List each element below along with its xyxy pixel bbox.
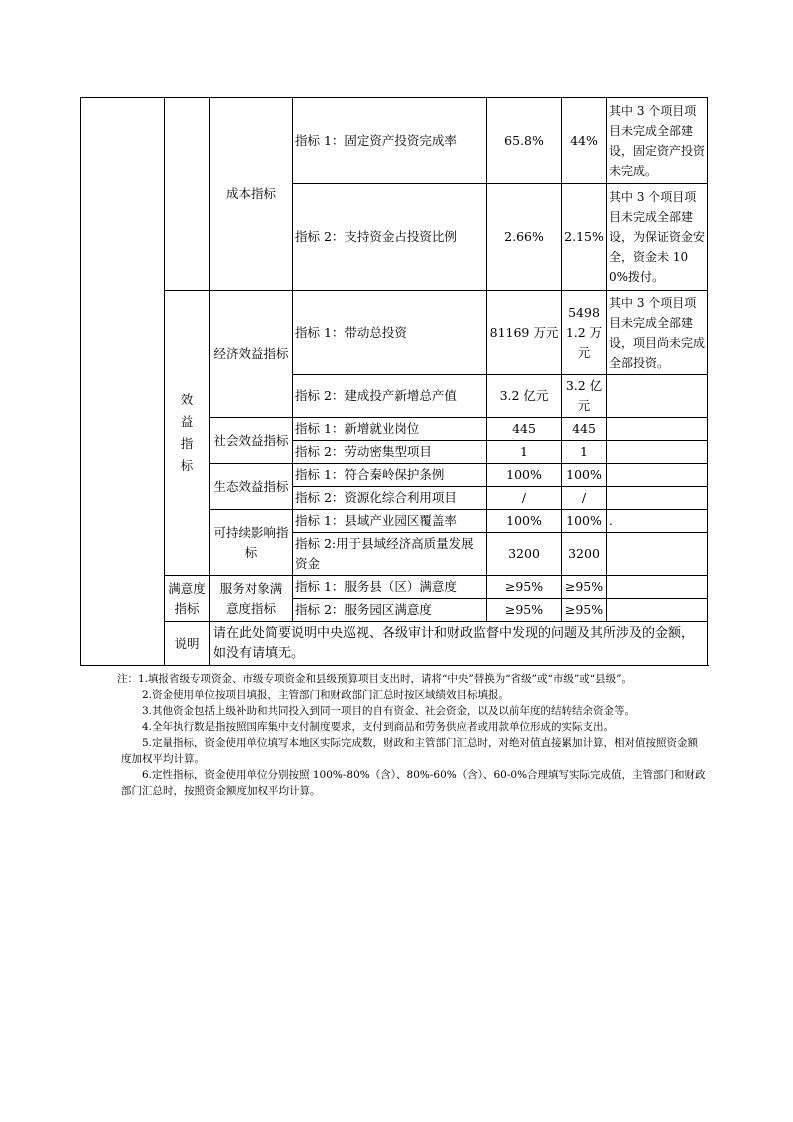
actual-value: 100% — [562, 464, 607, 487]
target-value: 2.66% — [487, 184, 562, 291]
footnote-2: 2.资金使用单位按项目填报，主管部门和财政部门汇总时按区域绩效目标填报。 — [142, 689, 510, 701]
economic-group-label: 经济效益指标 — [210, 291, 293, 418]
sustain-group-label: 可持续影响指标 — [210, 510, 293, 576]
satisfaction-group-label — [210, 576, 293, 622]
benefit-label-text: 效益指标 — [180, 392, 194, 473]
target-value: 100% — [487, 510, 562, 533]
actual-value: ≥95% — [562, 599, 607, 622]
target-value: ≥95% — [487, 576, 562, 599]
table-row — [81, 622, 708, 666]
actual-value: 2.15% — [562, 184, 607, 291]
indicator-name: 指标 1：符合秦岭保护条例 — [293, 464, 487, 487]
target-value: 3.2 亿元 — [487, 375, 562, 418]
deviation-note: . — [607, 510, 708, 533]
social-group-label: 社会效益指标 — [210, 418, 293, 464]
deviation-note: 其中 3 个项目项目未完成全部建设，固定资产投资未完成。 — [607, 98, 708, 184]
footnote-3: 3.其他资金包括上级补助和共同投入到同一项目的自有资金、社会资金，以及以前年度的结转结余资金等。 — [142, 705, 636, 717]
indicator-name: 指标 2：资源化综合利用项目 — [293, 487, 487, 510]
table-row — [81, 98, 708, 184]
indicator-name: 指标 2：建成投产新增总产值 — [293, 375, 487, 418]
benefit-label — [165, 291, 210, 576]
footnote-5: 5.定量指标，资金使用单位填写本地区实际完成数，财政和主管部门汇总时，对绝对值直接累加计算，相对值按照资金额度加权平均计算。 — [121, 737, 699, 765]
cost-group-label: 成本指标 — [210, 98, 293, 291]
actual-value: 3200 — [562, 533, 607, 576]
indicator-name: 指标 2:用于县域经济高质量发展资金 — [293, 533, 487, 576]
footnotes — [117, 671, 707, 799]
deviation-note — [607, 487, 708, 510]
actual-value: 1 — [562, 441, 607, 464]
deviation-note: 其中 3 个项目项目未完成全部建设，项目尚未完成全部投资。 — [607, 291, 708, 375]
blank-cell — [165, 98, 210, 291]
satisfaction-group-text: 服务对象满意度指标 — [219, 580, 283, 616]
blank-cell — [81, 98, 165, 666]
eco-group-label: 生态效益指标 — [210, 464, 293, 510]
indicator-name: 指标 1：固定资产投资完成率 — [293, 98, 487, 184]
deviation-note — [607, 464, 708, 487]
indicator-name: 指标 2：服务园区满意度 — [293, 599, 487, 622]
target-value: 1 — [487, 441, 562, 464]
target-value: ≥95% — [487, 599, 562, 622]
indicator-name: 指标 1：带动总投资 — [293, 291, 487, 375]
explain-label: 说明 — [165, 622, 210, 666]
target-value: 445 — [487, 418, 562, 441]
actual-value: / — [562, 487, 607, 510]
performance-table — [80, 97, 708, 666]
indicator-name: 指标 2：支持资金占投资比例 — [293, 184, 487, 291]
satisfaction-label — [165, 576, 210, 622]
deviation-note — [607, 599, 708, 622]
footnote-1: 注：1.填报省级专项资金、市级专项资金和县级预算项目支出时，请将“中央”替换为“省级”或“市级”或“县级”。 — [117, 673, 632, 685]
target-value: 3200 — [487, 533, 562, 576]
actual-value: 100% — [562, 510, 607, 533]
target-value: 81169 万元 — [487, 291, 562, 375]
actual-value: 445 — [562, 418, 607, 441]
target-value: 100% — [487, 464, 562, 487]
actual-value: 3.2 亿元 — [562, 375, 607, 418]
footnote-6: 6.定性指标，资金使用单位分别按照 100%-80%（含）、80%-60%（含）、60-0%合理填写实际完成值，主管部门和财政部门汇总时，按照资金额度加权平均计算。 — [121, 769, 706, 797]
indicator-name: 指标 1：服务县（区）满意度 — [293, 576, 487, 599]
indicator-name: 指标 1：县域产业园区覆盖率 — [293, 510, 487, 533]
deviation-note — [607, 441, 708, 464]
target-value: / — [487, 487, 562, 510]
actual-value: 44% — [562, 98, 607, 184]
deviation-note: 其中 3 个项目项目未完成全部建设，为保证资金安全，资金未 100%拨付。 — [607, 184, 708, 291]
explain-text: 请在此处简要说明中央巡视、各级审计和财政监督中发现的问题及其所涉及的金额，如没有请填无。 — [210, 622, 708, 666]
deviation-note — [607, 576, 708, 599]
footnote-4: 4.全年执行数是指按照国库集中支付制度要求，支付到商品和劳务供应者或用款单位形成的实际支出。 — [142, 721, 615, 733]
table-row — [81, 291, 708, 375]
deviation-note — [607, 375, 708, 418]
satisfaction-label-text: 满意度指标 — [168, 580, 206, 616]
table-row — [81, 576, 708, 599]
target-value: 65.8% — [487, 98, 562, 184]
deviation-note — [607, 533, 708, 576]
deviation-note — [607, 418, 708, 441]
indicator-name: 指标 2：劳动密集型项目 — [293, 441, 487, 464]
actual-value: 54981.2 万元 — [562, 291, 607, 375]
actual-value: ≥95% — [562, 576, 607, 599]
indicator-name: 指标 1：新增就业岗位 — [293, 418, 487, 441]
